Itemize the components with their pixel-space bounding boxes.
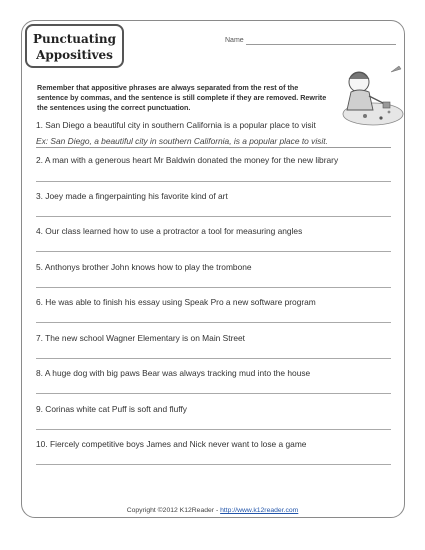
answer-line-5[interactable]	[36, 287, 391, 288]
answer-line-2[interactable]	[36, 181, 391, 182]
question-1: 1. San Diego a beautiful city in southern California is a popular place to visit	[36, 120, 316, 130]
question-8: 8. A huge dog with big paws Bear was always tracking mud into the house	[36, 368, 311, 378]
question-10: 10. Fiercely competitive boys James and Nick never want to lose a game	[36, 439, 307, 449]
question-7: 7. The new school Wagner Elementary is on Main Street	[36, 333, 246, 343]
question-5: 5. Anthonys brother John knows how to play the trombone	[36, 262, 252, 272]
answer-line-7[interactable]	[36, 358, 391, 359]
copyright-text: Copyright ©2012 K12Reader -	[126, 507, 221, 514]
instructions: Remember that appositive phrases are always separated from the rest of the sentence by commas, and the sentence is still complete if they are removed. Rewrite the sentences using the correct punctuation.	[37, 83, 327, 112]
copyright-footer	[0, 507, 425, 514]
question-2: 2. A man with a generous heart Mr Baldwin donated the money for the new library	[36, 155, 339, 165]
question-9: 9. Corinas white cat Puff is soft and fluffy	[36, 404, 187, 414]
answer-line-9[interactable]	[36, 429, 391, 430]
title-line-1: Punctuating	[32, 32, 117, 46]
title-line-2: Appositives	[36, 48, 113, 62]
answer-line-10[interactable]	[36, 464, 391, 465]
question-3: 3. Joey made a fingerpainting his favorite kind of art	[36, 191, 228, 201]
example-answer: Ex: San Diego, a beautiful city in southern California, is a popular place to visit.	[36, 136, 391, 148]
question-6: 6. He was able to finish his essay using Speak Pro a new software program	[36, 297, 316, 307]
answer-line-8[interactable]	[36, 393, 391, 394]
question-4: 4. Our class learned how to use a protractor a tool for measuring angles	[36, 226, 303, 236]
name-label: Name	[225, 37, 244, 44]
k12reader-link[interactable]: http://www.k12reader.com	[220, 507, 299, 514]
answer-line-3[interactable]	[36, 216, 391, 217]
answer-line-6[interactable]	[36, 322, 391, 323]
name-field-line[interactable]	[246, 44, 396, 45]
child-painting-illustration	[325, 58, 405, 128]
worksheet-title	[25, 24, 124, 68]
answer-line-4[interactable]	[36, 251, 391, 252]
